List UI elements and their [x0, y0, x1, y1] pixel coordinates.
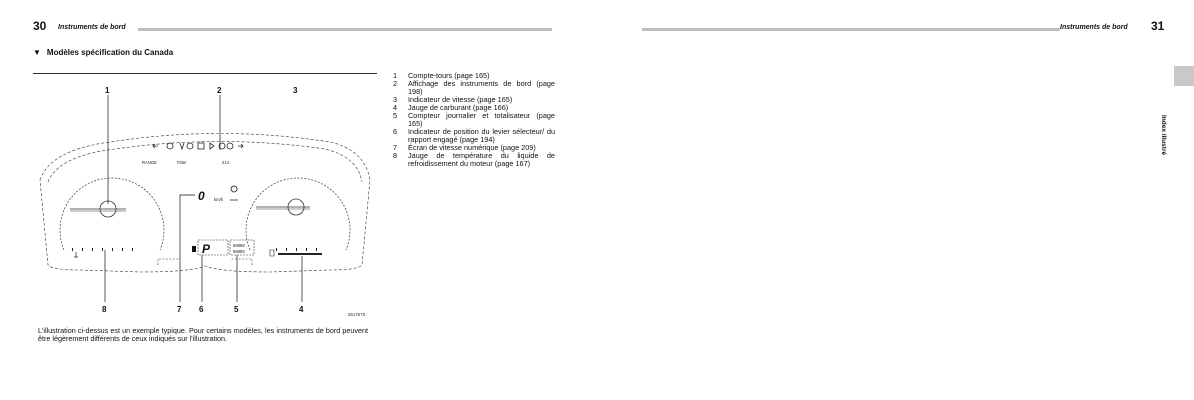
illustration-caption: L'illustration ci-dessus est un exemple typique. Pour certains modèles, les instruments de bord peuvent être légèrement différents de ceux indiqués sur l'illustration.: [38, 326, 368, 343]
fitter-label: Fitter: [177, 160, 187, 165]
odometer-value-bottom: 88888: [233, 249, 245, 254]
section-title: Modèles spécification du Canada: [46, 48, 174, 57]
lower-left-cutout: [158, 259, 180, 265]
callout-8: 8: [102, 305, 107, 314]
gear-letter: P: [202, 242, 211, 256]
legend-number: 6: [393, 127, 398, 136]
temperature-scale: [72, 248, 133, 251]
temperature-icon: [74, 252, 78, 257]
legend-item: [393, 112, 555, 128]
triangle-marker-icon: ▼: [33, 48, 41, 57]
legend-text: Affichage des instruments de bord (page 198): [408, 79, 555, 96]
legend-item: [393, 80, 555, 96]
left-header-bar: [138, 28, 552, 31]
callout-3: 3: [293, 86, 298, 95]
section-rule: [33, 73, 377, 74]
fuel-scale: [276, 248, 317, 251]
speed-unit-label: km/h: [214, 197, 224, 202]
callout-1: 1: [105, 86, 110, 95]
legend-number: 5: [393, 111, 398, 120]
thumb-index-tab[interactable]: [1174, 66, 1194, 86]
warning-lamp-row: [153, 143, 243, 149]
right-page-number: 31: [1151, 19, 1165, 33]
left-page-number: 30: [33, 19, 47, 33]
callout-2: 2: [217, 86, 222, 95]
gear-indicator-block: [192, 246, 196, 252]
legend-number: 4: [393, 103, 398, 112]
cluster-inner-outline: [48, 142, 362, 183]
driver-icon: [230, 186, 238, 200]
legend-text: Compte-tours (page 165): [408, 71, 490, 80]
legend-text: Écran de vitesse numérique (page 209): [408, 143, 536, 152]
legend-item: [393, 152, 555, 168]
callout-7: 7: [177, 305, 182, 314]
lower-right-cutout: [230, 259, 252, 265]
legend-number: 7: [393, 143, 398, 152]
legend-text: Compteur journalier et totalisateur (page 165): [408, 111, 555, 128]
image-code: Z617S7S: [348, 312, 366, 317]
digital-speed-value: 0: [198, 189, 205, 203]
legend-number: 3: [393, 95, 398, 104]
callout-4: 4: [299, 305, 304, 314]
odometer-value-top: 88888: [233, 243, 245, 248]
side-tab-label: Index illustré: [1160, 115, 1167, 156]
legend-number: 2: [393, 79, 398, 88]
callout-6: 6: [199, 305, 204, 314]
legend-text: Indicateur de vitesse (page 165): [408, 95, 513, 104]
range-label: RANGE: [142, 160, 157, 165]
callout-5: 5: [234, 305, 239, 314]
instrument-cluster-diagram: [30, 80, 380, 320]
legend-number: 1: [393, 71, 398, 80]
legend-number: 8: [393, 151, 398, 160]
legend-text: Jauge de température du liquide de refroidissement du moteur (page 167): [408, 151, 555, 168]
right-header-bar: [642, 28, 1060, 31]
right-running-title: Instruments de bord: [1060, 24, 1128, 31]
legend-item: [393, 128, 555, 144]
fuel-pump-icon: [270, 250, 274, 256]
legend-text: Indicateur de position du levier sélecteur/ du rapport engagé (page 194): [408, 127, 555, 144]
range-value-label: 214: [222, 160, 229, 165]
left-running-title: Instruments de bord: [58, 24, 126, 31]
legend-list: [393, 72, 555, 168]
legend-text: Jauge de carburant (page 166): [408, 103, 509, 112]
section-heading: [33, 48, 173, 57]
